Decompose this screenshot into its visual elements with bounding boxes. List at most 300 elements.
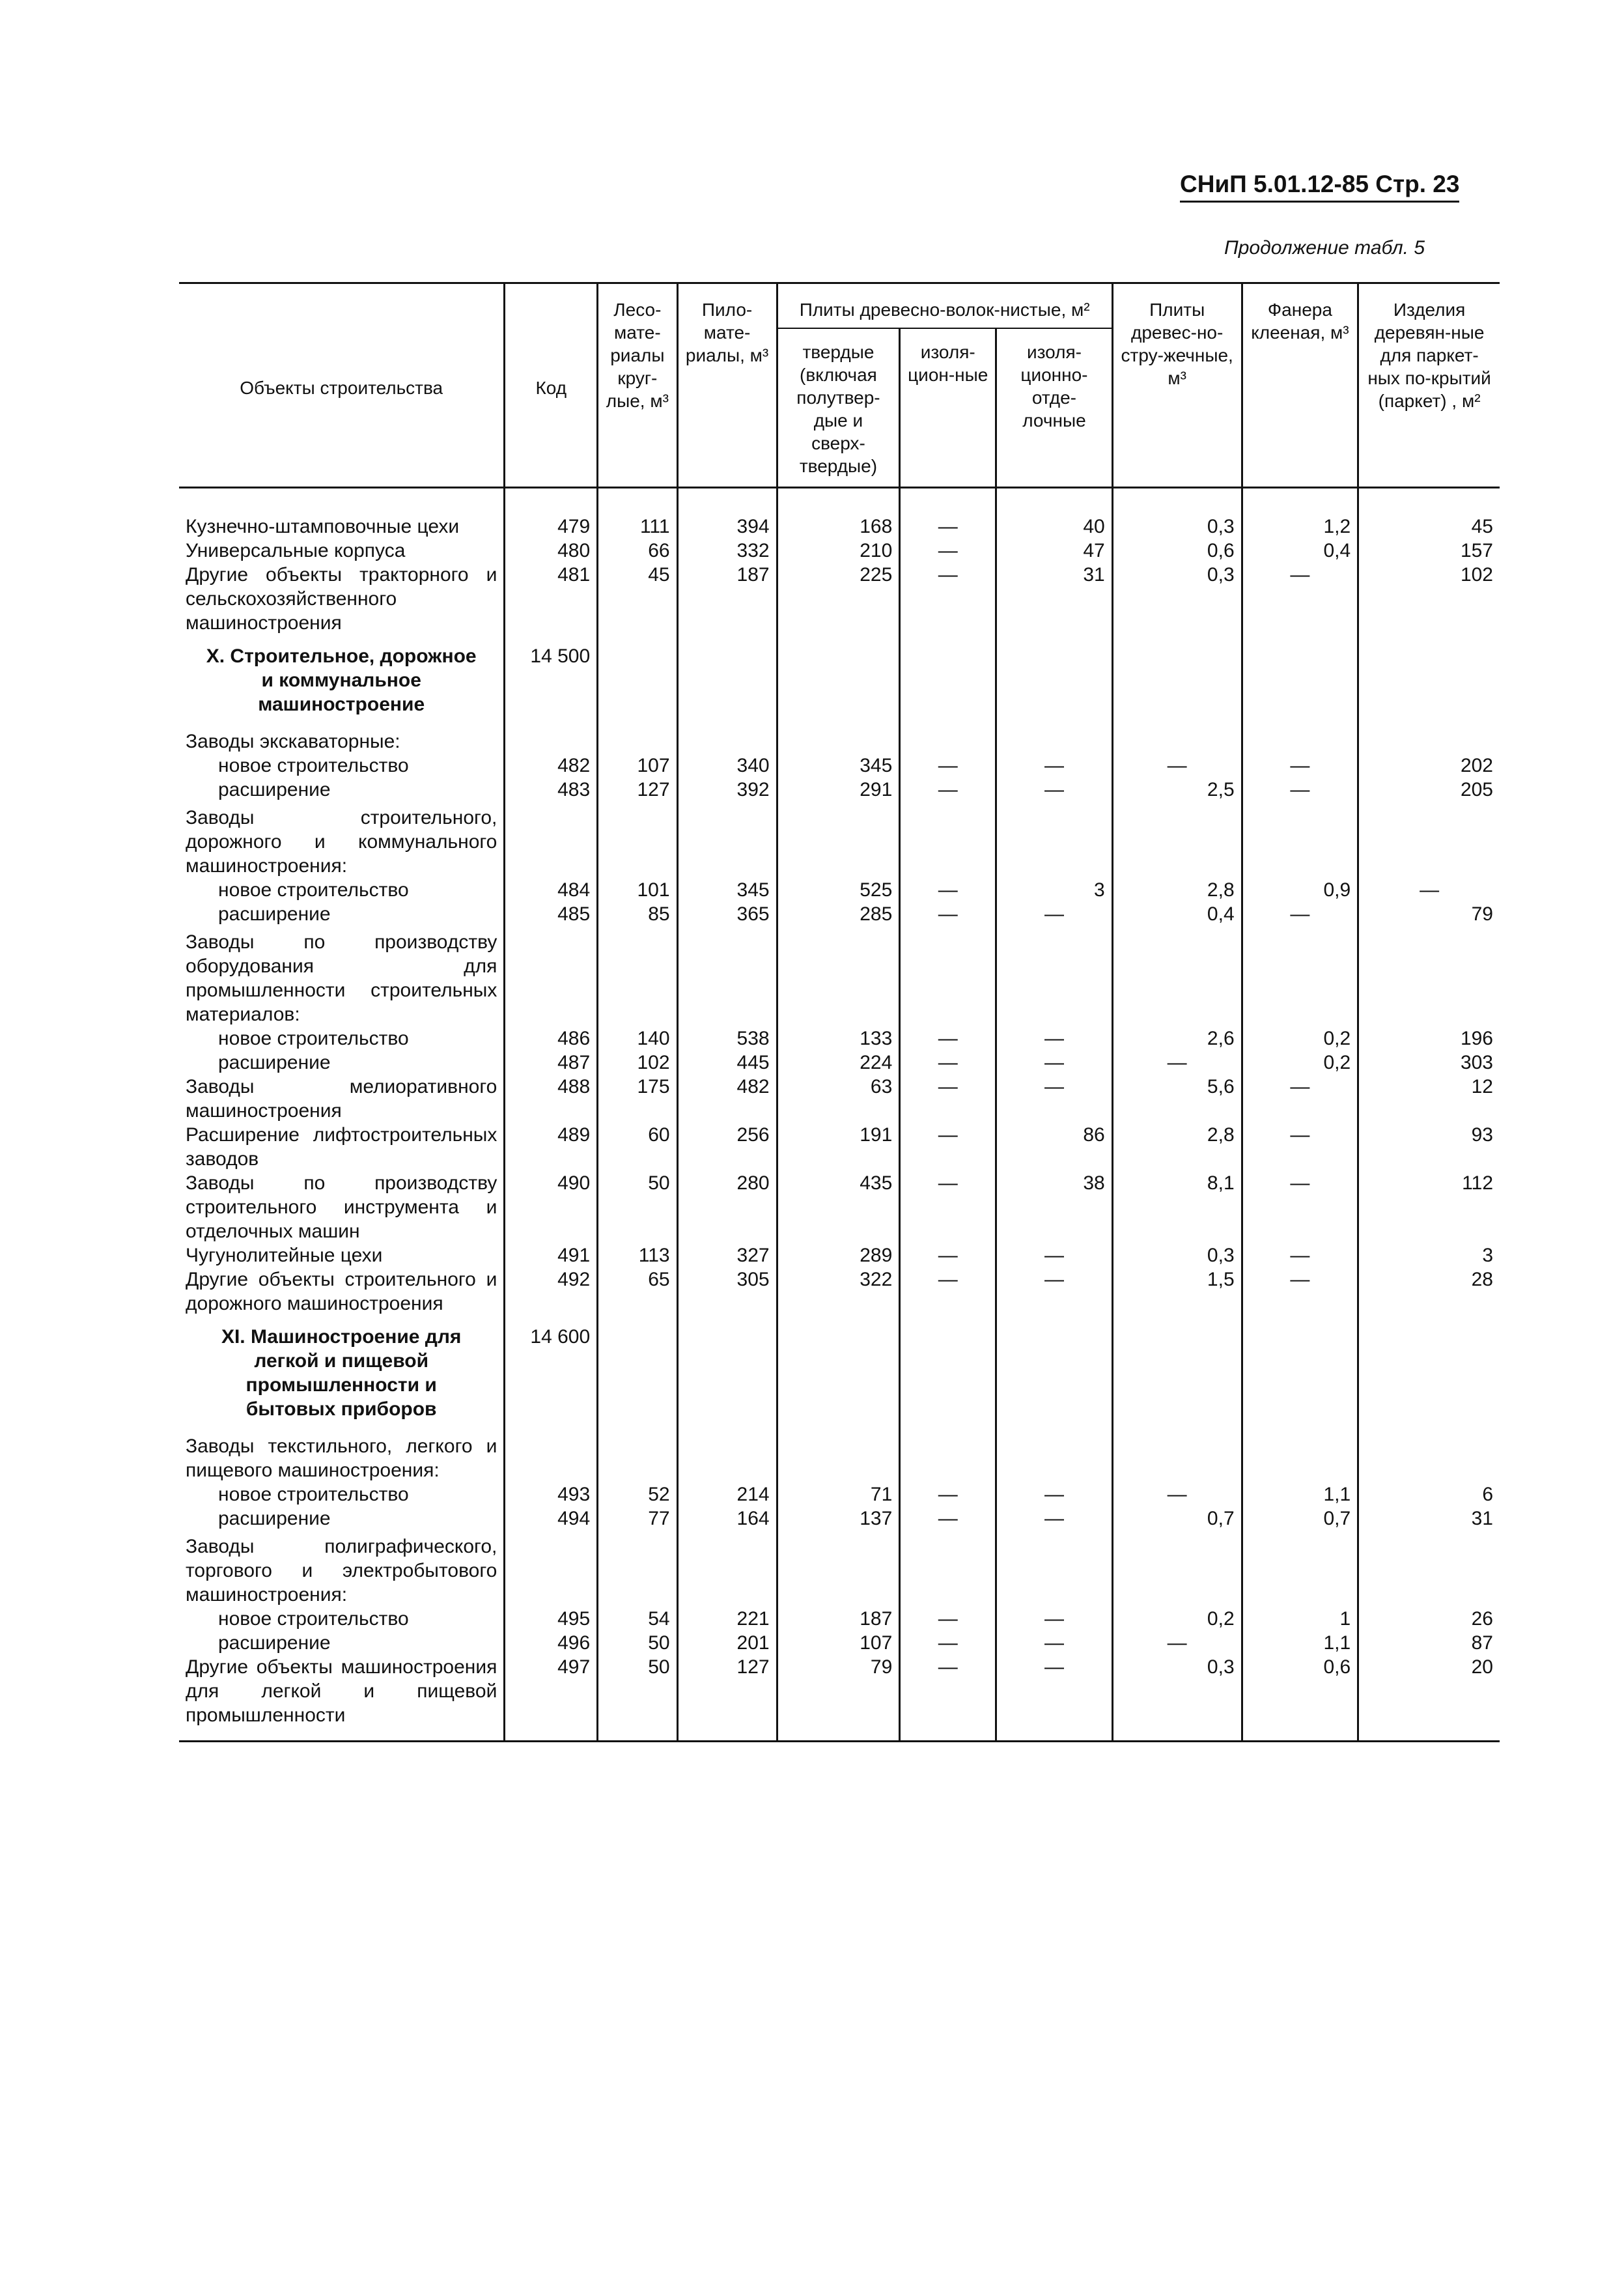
- cell-plywood: 0,6: [1242, 1655, 1358, 1742]
- cell-code: 485: [505, 902, 598, 926]
- header-plywood: Фанера клееная, м³: [1242, 283, 1358, 488]
- cell-plywood: [1242, 1316, 1358, 1430]
- group-row: [179, 1430, 1500, 1482]
- cell-plywood: —: [1242, 1243, 1358, 1267]
- cell-fiber-insulating: [900, 635, 996, 726]
- cell-fiber-hard: 191: [777, 1123, 900, 1171]
- cell-code: 483: [505, 778, 598, 802]
- cell-fiber-hard: 345: [777, 754, 900, 778]
- cell-code: 14 600: [505, 1316, 598, 1430]
- cell-parquet: 202: [1358, 754, 1500, 778]
- cell-fiber-insulating-finishing: 86: [996, 1123, 1113, 1171]
- object-name: Заводы полиграфического, торгового и электробытового машиностроения:: [186, 1536, 497, 1605]
- cell-fiber-insulating: —: [900, 1655, 996, 1742]
- cell-code: 497: [505, 1655, 598, 1742]
- cell-fiber-insulating: —: [900, 1267, 996, 1316]
- cell-plywood: —: [1242, 563, 1358, 635]
- cell-sawn-timber: 445: [677, 1051, 777, 1075]
- cell-code: 488: [505, 1075, 598, 1123]
- header-objects: Объекты строительства: [179, 283, 505, 488]
- header-parquet: Изделия деревян-ные для паркет-ных по-крытий (паркет) , м²: [1358, 283, 1500, 488]
- cell-fiber-insulating-finishing: [996, 802, 1113, 878]
- cell-fiber-hard: 285: [777, 902, 900, 926]
- cell-code: [505, 726, 598, 754]
- cell-particleboard: —: [1112, 1631, 1242, 1655]
- group-row: [179, 802, 1500, 878]
- cell-sawn-timber: 164: [677, 1506, 777, 1531]
- cell-particleboard: 2,6: [1112, 1026, 1242, 1051]
- group-row: [179, 1531, 1500, 1607]
- cell-parquet: 26: [1358, 1607, 1500, 1631]
- table-row: [179, 878, 1500, 902]
- cell-plywood: —: [1242, 1267, 1358, 1316]
- cell-fiber-hard: 107: [777, 1631, 900, 1655]
- cell-sawn-timber: 327: [677, 1243, 777, 1267]
- cell-particleboard: 0,3: [1112, 1655, 1242, 1742]
- object-name: Заводы по производству строительного инструмента и отделочных машин: [186, 1172, 497, 1242]
- cell-plywood: 0,7: [1242, 1506, 1358, 1531]
- cell-fiber-insulating-finishing: —: [996, 1267, 1113, 1316]
- cell-fiber-hard: 224: [777, 1051, 900, 1075]
- cell-fiber-insulating-finishing: [996, 1316, 1113, 1430]
- cell-plywood: —: [1242, 754, 1358, 778]
- cell-parquet: 205: [1358, 778, 1500, 802]
- cell-fiber-insulating: —: [900, 1171, 996, 1243]
- cell-round-timber: 50: [598, 1655, 677, 1742]
- cell-particleboard: 0,3: [1112, 563, 1242, 635]
- cell-round-timber: [598, 1531, 677, 1607]
- cell-parquet: —: [1358, 878, 1500, 902]
- header-sawn-timber: Пило-мате-риалы, м³: [677, 283, 777, 488]
- header-round-timber: Лесо-мате-риалы круг-лые, м³: [598, 283, 677, 488]
- header-particleboard: Плиты древес-но-стру-жечные, м³: [1112, 283, 1242, 488]
- object-name: Другие объекты тракторного и сельскохозяйственного машиностроения: [186, 564, 497, 634]
- cell-particleboard: 2,5: [1112, 778, 1242, 802]
- cell-code: [505, 802, 598, 878]
- cell-plywood: [1242, 1430, 1358, 1482]
- object-name: расширение: [218, 1632, 331, 1654]
- cell-particleboard: 0,7: [1112, 1506, 1242, 1531]
- cell-code: 487: [505, 1051, 598, 1075]
- cell-code: 486: [505, 1026, 598, 1051]
- cell-sawn-timber: 365: [677, 902, 777, 926]
- table-row: [179, 1655, 1500, 1742]
- cell-fiber-hard: 322: [777, 1267, 900, 1316]
- materials-table: [179, 282, 1500, 1742]
- cell-code: 494: [505, 1506, 598, 1531]
- cell-fiber-insulating: —: [900, 778, 996, 802]
- cell-round-timber: 101: [598, 878, 677, 902]
- cell-round-timber: 140: [598, 1026, 677, 1051]
- cell-round-timber: [598, 726, 677, 754]
- group-row: [179, 726, 1500, 754]
- cell-fiber-hard: [777, 1316, 900, 1430]
- cell-parquet: 112: [1358, 1171, 1500, 1243]
- cell-round-timber: [598, 635, 677, 726]
- cell-round-timber: 175: [598, 1075, 677, 1123]
- cell-particleboard: 1,5: [1112, 1267, 1242, 1316]
- cell-fiber-insulating-finishing: [996, 635, 1113, 726]
- cell-round-timber: 50: [598, 1631, 677, 1655]
- cell-code: 480: [505, 539, 598, 563]
- cell-fiber-insulating: [900, 802, 996, 878]
- cell-sawn-timber: 187: [677, 563, 777, 635]
- cell-fiber-insulating-finishing: [996, 1430, 1113, 1482]
- cell-round-timber: [598, 802, 677, 878]
- cell-code: 479: [505, 515, 598, 539]
- cell-code: 14 500: [505, 635, 598, 726]
- cell-plywood: —: [1242, 1123, 1358, 1171]
- cell-fiber-hard: [777, 802, 900, 878]
- cell-code: 482: [505, 754, 598, 778]
- cell-particleboard: —: [1112, 1482, 1242, 1506]
- cell-fiber-insulating: —: [900, 754, 996, 778]
- cell-particleboard: 0,6: [1112, 539, 1242, 563]
- cell-parquet: 3: [1358, 1243, 1500, 1267]
- cell-fiber-hard: 71: [777, 1482, 900, 1506]
- cell-parquet: 20: [1358, 1655, 1500, 1742]
- table-row: [179, 539, 1500, 563]
- cell-code: [505, 1430, 598, 1482]
- cell-parquet: 93: [1358, 1123, 1500, 1171]
- cell-fiber-insulating: —: [900, 878, 996, 902]
- cell-fiber-insulating-finishing: —: [996, 754, 1113, 778]
- cell-fiber-hard: [777, 726, 900, 754]
- object-name: Кузнечно-штамповочные цехи: [186, 516, 460, 537]
- cell-particleboard: [1112, 926, 1242, 1026]
- cell-particleboard: 0,3: [1112, 1243, 1242, 1267]
- cell-sawn-timber: 127: [677, 1655, 777, 1742]
- cell-fiber-insulating-finishing: —: [996, 1051, 1113, 1075]
- table-row: [179, 1482, 1500, 1506]
- cell-round-timber: [598, 1316, 677, 1430]
- cell-sawn-timber: 394: [677, 515, 777, 539]
- table-row: [179, 1243, 1500, 1267]
- cell-plywood: 0,2: [1242, 1051, 1358, 1075]
- cell-sawn-timber: [677, 1430, 777, 1482]
- cell-fiber-insulating-finishing: 47: [996, 539, 1113, 563]
- section-title: XI. Машиностроение для легкой и пищевой промышленности и бытовых приборов: [221, 1326, 462, 1420]
- cell-parquet: 45: [1358, 515, 1500, 539]
- object-name: Другие объекты строительного и дорожного машиностроения: [186, 1269, 497, 1314]
- cell-parquet: [1358, 635, 1500, 726]
- cell-fiber-insulating-finishing: —: [996, 1607, 1113, 1631]
- cell-parquet: 196: [1358, 1026, 1500, 1051]
- object-name: новое строительство: [218, 879, 409, 901]
- cell-particleboard: 0,2: [1112, 1607, 1242, 1631]
- table-row: [179, 515, 1500, 539]
- object-name: Заводы мелиоративного машиностроения: [186, 1076, 497, 1122]
- header-fiber-insulating-finishing: изоля-ционно-отде-лочные: [996, 328, 1113, 488]
- cell-fiber-insulating-finishing: —: [996, 1482, 1113, 1506]
- cell-round-timber: 111: [598, 515, 677, 539]
- cell-code: [505, 1531, 598, 1607]
- object-name: новое строительство: [218, 1484, 409, 1505]
- object-name: Заводы строительного, дорожного и коммунального машиностроения:: [186, 807, 497, 877]
- cell-round-timber: 85: [598, 902, 677, 926]
- cell-fiber-insulating: [900, 726, 996, 754]
- cell-parquet: 6: [1358, 1482, 1500, 1506]
- cell-round-timber: 66: [598, 539, 677, 563]
- cell-sawn-timber: [677, 1316, 777, 1430]
- cell-plywood: [1242, 726, 1358, 754]
- table-row: [179, 754, 1500, 778]
- cell-fiber-insulating-finishing: 3: [996, 878, 1113, 902]
- cell-particleboard: —: [1112, 754, 1242, 778]
- cell-plywood: 1,1: [1242, 1631, 1358, 1655]
- object-name: Расширение лифтостроительных заводов: [186, 1124, 497, 1170]
- cell-plywood: —: [1242, 1075, 1358, 1123]
- table-continuation-note: Продолжение табл. 5: [1224, 237, 1425, 259]
- table-row: [179, 1171, 1500, 1243]
- cell-fiber-hard: 225: [777, 563, 900, 635]
- cell-particleboard: 0,4: [1112, 902, 1242, 926]
- cell-round-timber: 60: [598, 1123, 677, 1171]
- table-row: [179, 1075, 1500, 1123]
- cell-fiber-hard: 525: [777, 878, 900, 902]
- cell-fiber-insulating-finishing: [996, 1531, 1113, 1607]
- cell-plywood: —: [1242, 902, 1358, 926]
- section-row: [179, 1316, 1500, 1430]
- cell-sawn-timber: [677, 926, 777, 1026]
- cell-parquet: [1358, 726, 1500, 754]
- table-row: [179, 778, 1500, 802]
- cell-plywood: 1,2: [1242, 515, 1358, 539]
- cell-plywood: —: [1242, 1171, 1358, 1243]
- cell-fiber-hard: 63: [777, 1075, 900, 1123]
- cell-sawn-timber: 392: [677, 778, 777, 802]
- cell-round-timber: 54: [598, 1607, 677, 1631]
- cell-parquet: 157: [1358, 539, 1500, 563]
- cell-sawn-timber: 305: [677, 1267, 777, 1316]
- object-name: расширение: [218, 1508, 331, 1529]
- object-name: Заводы экскаваторные:: [186, 731, 400, 752]
- cell-plywood: 1,1: [1242, 1482, 1358, 1506]
- cell-fiber-hard: 435: [777, 1171, 900, 1243]
- cell-fiber-insulating: [900, 1531, 996, 1607]
- cell-fiber-insulating-finishing: [996, 926, 1113, 1026]
- cell-round-timber: 113: [598, 1243, 677, 1267]
- cell-code: 491: [505, 1243, 598, 1267]
- cell-fiber-insulating: —: [900, 1075, 996, 1123]
- cell-particleboard: [1112, 726, 1242, 754]
- cell-fiber-insulating-finishing: —: [996, 1655, 1113, 1742]
- table-row: [179, 1506, 1500, 1531]
- object-name: Заводы по производству оборудования для промышленности строительных материалов:: [186, 931, 497, 1025]
- object-name: Чугунолитейные цехи: [186, 1245, 383, 1266]
- cell-fiber-hard: [777, 1531, 900, 1607]
- cell-code: 489: [505, 1123, 598, 1171]
- cell-particleboard: [1112, 1316, 1242, 1430]
- header-fiber-hard: твердые (включая полутвер-дые и сверх-твердые): [777, 328, 900, 488]
- cell-plywood: 0,9: [1242, 878, 1358, 902]
- cell-particleboard: 2,8: [1112, 878, 1242, 902]
- cell-fiber-insulating: —: [900, 1051, 996, 1075]
- table-row: [179, 563, 1500, 635]
- cell-fiber-insulating: —: [900, 563, 996, 635]
- cell-fiber-hard: 137: [777, 1506, 900, 1531]
- cell-fiber-insulating: [900, 1430, 996, 1482]
- cell-fiber-hard: [777, 635, 900, 726]
- cell-fiber-insulating: —: [900, 902, 996, 926]
- cell-sawn-timber: 345: [677, 878, 777, 902]
- page-header: СНиП 5.01.12-85 Стр. 23: [1180, 171, 1460, 197]
- cell-fiber-insulating-finishing: —: [996, 1075, 1113, 1123]
- header-fiberboard-group: Плиты древесно-волок-нистые, м²: [777, 283, 1112, 329]
- cell-fiber-insulating: [900, 926, 996, 1026]
- cell-code: [505, 926, 598, 1026]
- cell-fiber-hard: 133: [777, 1026, 900, 1051]
- cell-round-timber: 45: [598, 563, 677, 635]
- cell-fiber-hard: 187: [777, 1607, 900, 1631]
- object-name: новое строительство: [218, 1608, 409, 1630]
- cell-parquet: [1358, 802, 1500, 878]
- cell-sawn-timber: [677, 635, 777, 726]
- group-row: [179, 926, 1500, 1026]
- cell-fiber-insulating-finishing: —: [996, 1506, 1113, 1531]
- cell-fiber-insulating-finishing: —: [996, 1243, 1113, 1267]
- cell-fiber-insulating-finishing: 40: [996, 515, 1113, 539]
- cell-particleboard: [1112, 1531, 1242, 1607]
- object-name: Универсальные корпуса: [186, 540, 406, 561]
- cell-sawn-timber: [677, 1531, 777, 1607]
- object-name: расширение: [218, 1052, 331, 1073]
- cell-parquet: 31: [1358, 1506, 1500, 1531]
- cell-code: 481: [505, 563, 598, 635]
- cell-fiber-insulating: —: [900, 1506, 996, 1531]
- cell-parquet: 28: [1358, 1267, 1500, 1316]
- cell-fiber-hard: [777, 1430, 900, 1482]
- cell-sawn-timber: 214: [677, 1482, 777, 1506]
- cell-round-timber: 77: [598, 1506, 677, 1531]
- cell-round-timber: 127: [598, 778, 677, 802]
- object-name: Другие объекты машиностроения для легкой и пищевой промышленности: [179, 1655, 505, 1742]
- cell-sawn-timber: [677, 726, 777, 754]
- object-name: расширение: [218, 903, 331, 925]
- cell-fiber-insulating: —: [900, 1123, 996, 1171]
- cell-particleboard: [1112, 1430, 1242, 1482]
- cell-round-timber: 52: [598, 1482, 677, 1506]
- cell-fiber-insulating-finishing: 38: [996, 1171, 1113, 1243]
- cell-plywood: —: [1242, 778, 1358, 802]
- section-title: X. Строительное, дорожное и коммунальное машиностроение: [206, 645, 477, 715]
- cell-code: 490: [505, 1171, 598, 1243]
- cell-plywood: [1242, 802, 1358, 878]
- cell-fiber-hard: 291: [777, 778, 900, 802]
- cell-sawn-timber: 538: [677, 1026, 777, 1051]
- cell-fiber-insulating-finishing: —: [996, 778, 1113, 802]
- cell-fiber-insulating-finishing: —: [996, 1631, 1113, 1655]
- table-row: [179, 902, 1500, 926]
- cell-fiber-insulating: —: [900, 539, 996, 563]
- table-body: [179, 488, 1500, 1742]
- table-row: [179, 1607, 1500, 1631]
- cell-fiber-insulating: —: [900, 515, 996, 539]
- cell-code: 492: [505, 1267, 598, 1316]
- cell-plywood: 0,2: [1242, 1026, 1358, 1051]
- cell-fiber-hard: [777, 926, 900, 1026]
- cell-fiber-insulating: [900, 1316, 996, 1430]
- cell-fiber-insulating: —: [900, 1631, 996, 1655]
- cell-round-timber: 65: [598, 1267, 677, 1316]
- cell-plywood: [1242, 635, 1358, 726]
- cell-fiber-insulating: —: [900, 1607, 996, 1631]
- table-row: [179, 1026, 1500, 1051]
- cell-sawn-timber: 340: [677, 754, 777, 778]
- cell-code: 496: [505, 1631, 598, 1655]
- header-fiber-insulating: изоля-цион-ные: [900, 328, 996, 488]
- cell-code: 495: [505, 1607, 598, 1631]
- object-name: новое строительство: [218, 755, 409, 776]
- table-row: [179, 1051, 1500, 1075]
- cell-sawn-timber: 280: [677, 1171, 777, 1243]
- section-row: [179, 635, 1500, 726]
- object-name: расширение: [218, 779, 331, 800]
- cell-round-timber: [598, 1430, 677, 1482]
- cell-round-timber: 102: [598, 1051, 677, 1075]
- table-spacer-row: [179, 488, 1500, 515]
- cell-fiber-hard: 289: [777, 1243, 900, 1267]
- cell-particleboard: [1112, 635, 1242, 726]
- cell-fiber-hard: 168: [777, 515, 900, 539]
- cell-fiber-insulating-finishing: [996, 726, 1113, 754]
- table-row: [179, 1123, 1500, 1171]
- cell-sawn-timber: 332: [677, 539, 777, 563]
- cell-fiber-insulating-finishing: —: [996, 1026, 1113, 1051]
- cell-particleboard: —: [1112, 1051, 1242, 1075]
- object-name: новое строительство: [218, 1028, 409, 1049]
- cell-round-timber: 107: [598, 754, 677, 778]
- cell-parquet: 79: [1358, 902, 1500, 926]
- cell-parquet: 102: [1358, 563, 1500, 635]
- cell-particleboard: 5,6: [1112, 1075, 1242, 1123]
- cell-particleboard: 0,3: [1112, 515, 1242, 539]
- cell-round-timber: [598, 926, 677, 1026]
- cell-sawn-timber: 256: [677, 1123, 777, 1171]
- cell-code: 493: [505, 1482, 598, 1506]
- cell-plywood: [1242, 926, 1358, 1026]
- cell-parquet: [1358, 1430, 1500, 1482]
- cell-plywood: 1: [1242, 1607, 1358, 1631]
- cell-parquet: 87: [1358, 1631, 1500, 1655]
- cell-fiber-insulating-finishing: 31: [996, 563, 1113, 635]
- cell-particleboard: 8,1: [1112, 1171, 1242, 1243]
- cell-parquet: [1358, 1316, 1500, 1430]
- cell-code: 484: [505, 878, 598, 902]
- cell-particleboard: [1112, 802, 1242, 878]
- cell-sawn-timber: 482: [677, 1075, 777, 1123]
- cell-fiber-hard: 79: [777, 1655, 900, 1742]
- cell-plywood: 0,4: [1242, 539, 1358, 563]
- cell-fiber-insulating: —: [900, 1243, 996, 1267]
- cell-round-timber: 50: [598, 1171, 677, 1243]
- cell-fiber-hard: 210: [777, 539, 900, 563]
- cell-parquet: [1358, 926, 1500, 1026]
- cell-plywood: [1242, 1531, 1358, 1607]
- cell-fiber-insulating-finishing: —: [996, 902, 1113, 926]
- cell-parquet: 303: [1358, 1051, 1500, 1075]
- table-row: [179, 1267, 1500, 1316]
- cell-fiber-insulating: —: [900, 1026, 996, 1051]
- object-name: Заводы текстильного, легкого и пищевого машиностроения:: [186, 1435, 497, 1481]
- cell-sawn-timber: 221: [677, 1607, 777, 1631]
- cell-parquet: 12: [1358, 1075, 1500, 1123]
- table-row: [179, 1631, 1500, 1655]
- cell-parquet: [1358, 1531, 1500, 1607]
- cell-sawn-timber: 201: [677, 1631, 777, 1655]
- cell-sawn-timber: [677, 802, 777, 878]
- cell-particleboard: 2,8: [1112, 1123, 1242, 1171]
